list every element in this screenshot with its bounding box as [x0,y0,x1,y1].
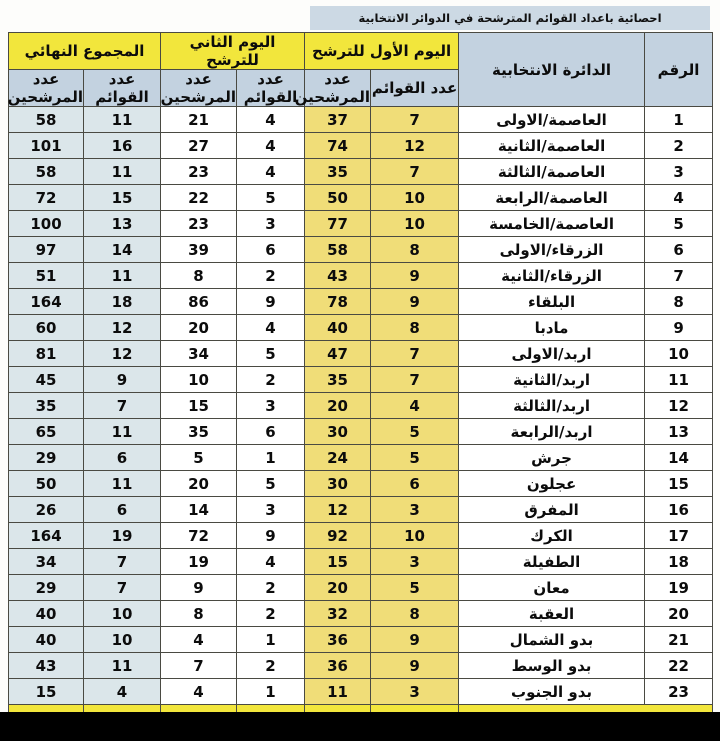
cell-final-lists: 14 [84,237,161,263]
cell-day2-candidates: 23 [161,159,237,185]
cell-day2-lists: 5 [237,185,305,211]
cell-day2-lists: 5 [237,471,305,497]
cell-day2-lists: 4 [237,549,305,575]
cell-day1-lists: 6 [371,471,459,497]
cell-final-lists: 12 [84,341,161,367]
subheader-final-candidates: عدد المرشحين [7,70,83,106]
cell-day1-lists: 7 [371,107,459,133]
cell-final-lists: 11 [84,107,161,133]
cell-district: المفرق [459,497,645,523]
cell-final-candidates: 35 [9,393,84,419]
cell-day1-candidates: 11 [305,679,371,705]
cell-final-candidates: 43 [9,653,84,679]
cell-day2-candidates: 19 [161,549,237,575]
cell-day2-candidates: 20 [161,471,237,497]
cell-day2-lists: 2 [237,601,305,627]
cell-district: العاصمة/الاولى [459,107,645,133]
cell-final-candidates: 164 [9,523,84,549]
cell-day1-lists: 9 [371,653,459,679]
cell-day1-lists: 3 [371,549,459,575]
table-row [9,107,713,133]
cell-day2-candidates: 86 [161,289,237,315]
column-header-index: الرقم [645,33,713,107]
cell-day2-lists: 3 [237,211,305,237]
cell-day1-lists: 7 [371,341,459,367]
page-title: احصائية باعداد القوائم المترشحة في الدوائر الانتخابية [358,11,662,25]
cell-day2-candidates: 8 [161,263,237,289]
cell-day2-candidates: 9 [161,575,237,601]
cell-day2-candidates: 4 [161,679,237,705]
cell-district: البلقاء [459,289,645,315]
cell-district: العقبة [459,601,645,627]
cell-day1-lists: 3 [371,497,459,523]
table-row [9,289,713,315]
cell-day1-candidates: 12 [305,497,371,523]
cell-index: 8 [645,289,713,315]
cell-index: 23 [645,679,713,705]
table-row [9,159,713,185]
cell-day1-candidates: 15 [305,549,371,575]
cell-index: 7 [645,263,713,289]
cell-day1-candidates: 30 [305,471,371,497]
cell-day1-lists: 5 [371,575,459,601]
cell-day1-candidates: 35 [305,159,371,185]
cell-day1-lists: 8 [371,315,459,341]
subheader-day2-candidates: عدد المرشحين [160,70,237,106]
table-body [9,107,713,705]
cell-final-candidates: 81 [9,341,84,367]
column-header-district: الدائرة الانتخابية [459,33,645,107]
cell-index: 20 [645,601,713,627]
cell-final-candidates: 34 [9,549,84,575]
cell-district: مادبا [459,315,645,341]
cell-district: العاصمة/الرابعة [459,185,645,211]
cell-index: 16 [645,497,713,523]
subheader-day2-lists: عدد القوائم [237,70,305,107]
cell-index: 19 [645,575,713,601]
cell-index: 9 [645,315,713,341]
cell-final-lists: 4 [84,679,161,705]
cell-day2-candidates: 20 [161,315,237,341]
cell-day1-lists: 5 [371,419,459,445]
table-row [9,263,713,289]
cell-index: 1 [645,107,713,133]
cell-day2-lists: 1 [237,445,305,471]
cell-final-candidates: 40 [9,627,84,653]
cell-final-lists: 19 [84,523,161,549]
cell-day1-candidates: 50 [305,185,371,211]
cell-index: 22 [645,653,713,679]
cell-final-candidates: 58 [9,107,84,133]
cell-day1-candidates: 37 [305,107,371,133]
cell-final-candidates: 26 [9,497,84,523]
column-group-day1: اليوم الأول للترشح [305,33,459,70]
cell-day2-candidates: 72 [161,523,237,549]
cell-day1-lists: 7 [371,367,459,393]
document-title-band [310,6,710,30]
cell-day2-lists: 4 [237,315,305,341]
table-row [9,497,713,523]
cell-day2-lists: 3 [237,393,305,419]
cell-day2-candidates: 5 [161,445,237,471]
cell-district: جرش [459,445,645,471]
cell-day2-candidates: 34 [161,341,237,367]
cell-day1-lists: 9 [371,289,459,315]
cell-day1-candidates: 47 [305,341,371,367]
cell-district: اربد/الثالثة [459,393,645,419]
table-row [9,237,713,263]
cell-district: عجلون [459,471,645,497]
cell-day1-lists: 9 [371,263,459,289]
cell-day2-lists: 2 [237,653,305,679]
cell-day2-lists: 6 [237,237,305,263]
cell-day1-candidates: 74 [305,133,371,159]
cell-day1-candidates: 92 [305,523,371,549]
cell-final-lists: 10 [84,601,161,627]
cell-final-lists: 15 [84,185,161,211]
cell-day2-lists: 5 [237,341,305,367]
table-row [9,419,713,445]
table-row [9,211,713,237]
header-row-groups [9,33,713,70]
table-row [9,133,713,159]
cell-day1-candidates: 43 [305,263,371,289]
table-row [9,471,713,497]
table-row [9,523,713,549]
cell-final-candidates: 164 [9,289,84,315]
cell-day1-candidates: 77 [305,211,371,237]
cell-day1-lists: 8 [371,601,459,627]
table-row [9,367,713,393]
cell-day2-lists: 9 [237,523,305,549]
cell-index: 14 [645,445,713,471]
table-row [9,679,713,705]
table-row [9,549,713,575]
cell-district: العاصمة/الثانية [459,133,645,159]
cell-day1-candidates: 20 [305,575,371,601]
cell-day2-candidates: 27 [161,133,237,159]
cell-day1-candidates: 36 [305,653,371,679]
cell-day2-candidates: 8 [161,601,237,627]
table-header [9,33,713,107]
cell-index: 17 [645,523,713,549]
cell-final-candidates: 58 [9,159,84,185]
cell-district: الزرقاء/الثانية [459,263,645,289]
cell-final-lists: 7 [84,549,161,575]
cell-index: 4 [645,185,713,211]
table-row [9,445,713,471]
cell-index: 3 [645,159,713,185]
cell-final-candidates: 29 [9,445,84,471]
cell-day1-lists: 8 [371,237,459,263]
cell-index: 6 [645,237,713,263]
subheader-final-lists: عدد القوائم [84,70,161,107]
cell-final-candidates: 97 [9,237,84,263]
cell-day1-lists: 9 [371,627,459,653]
cell-final-lists: 11 [84,653,161,679]
cell-final-lists: 6 [84,497,161,523]
cell-index: 21 [645,627,713,653]
cell-final-lists: 6 [84,445,161,471]
cell-district: معان [459,575,645,601]
table-row [9,341,713,367]
cell-final-lists: 11 [84,159,161,185]
cell-day2-candidates: 14 [161,497,237,523]
cell-final-candidates: 15 [9,679,84,705]
cell-final-lists: 11 [84,419,161,445]
cell-district: اربد/الثانية [459,367,645,393]
cell-day2-lists: 4 [237,159,305,185]
cell-day1-candidates: 24 [305,445,371,471]
cell-day1-candidates: 20 [305,393,371,419]
cell-index: 10 [645,341,713,367]
cell-district: الكرك [459,523,645,549]
table-row [9,185,713,211]
cell-day2-lists: 3 [237,497,305,523]
cell-day1-candidates: 78 [305,289,371,315]
cell-day1-lists: 5 [371,445,459,471]
cell-day1-candidates: 32 [305,601,371,627]
cell-index: 13 [645,419,713,445]
cell-district: بدو الوسط [459,653,645,679]
cell-final-lists: 9 [84,367,161,393]
cell-day2-lists: 6 [237,419,305,445]
cell-day2-candidates: 10 [161,367,237,393]
cell-district: الزرقاء/الاولى [459,237,645,263]
cell-final-candidates: 45 [9,367,84,393]
cell-final-lists: 7 [84,575,161,601]
cell-day2-lists: 2 [237,575,305,601]
cell-district: بدو الجنوب [459,679,645,705]
cell-day1-candidates: 35 [305,367,371,393]
cell-final-lists: 7 [84,393,161,419]
candidate-lists-statistics-table [8,32,713,729]
cell-day1-lists: 3 [371,679,459,705]
cell-day2-candidates: 23 [161,211,237,237]
cell-final-candidates: 65 [9,419,84,445]
cell-day2-candidates: 22 [161,185,237,211]
cell-day1-lists: 12 [371,133,459,159]
cell-final-lists: 10 [84,627,161,653]
cell-index: 18 [645,549,713,575]
cell-final-lists: 12 [84,315,161,341]
cell-day1-candidates: 36 [305,627,371,653]
cell-index: 5 [645,211,713,237]
cell-day2-candidates: 15 [161,393,237,419]
cell-day2-lists: 2 [237,367,305,393]
cell-final-candidates: 29 [9,575,84,601]
cell-index: 12 [645,393,713,419]
cell-day1-lists: 10 [371,523,459,549]
cell-day2-candidates: 39 [161,237,237,263]
table-row [9,653,713,679]
cell-final-lists: 11 [84,471,161,497]
scan-bottom-edge [0,712,720,741]
cell-day2-lists: 1 [237,679,305,705]
cell-day2-lists: 9 [237,289,305,315]
cell-final-lists: 11 [84,263,161,289]
cell-day2-candidates: 35 [161,419,237,445]
cell-final-lists: 16 [84,133,161,159]
cell-district: العاصمة/الخامسة [459,211,645,237]
subheader-day1-lists: عدد القوائم [371,70,459,107]
cell-day1-lists: 4 [371,393,459,419]
cell-district: بدو الشمال [459,627,645,653]
cell-district: اربد/الرابعة [459,419,645,445]
cell-final-lists: 18 [84,289,161,315]
cell-district: العاصمة/الثالثة [459,159,645,185]
cell-index: 2 [645,133,713,159]
cell-day2-lists: 1 [237,627,305,653]
cell-day2-candidates: 4 [161,627,237,653]
cell-day2-lists: 4 [237,107,305,133]
cell-day2-candidates: 21 [161,107,237,133]
cell-final-candidates: 100 [9,211,84,237]
column-group-final-total: المجموع النهائي [9,33,161,70]
cell-day1-candidates: 30 [305,419,371,445]
cell-day1-candidates: 58 [305,237,371,263]
cell-index: 15 [645,471,713,497]
cell-day2-candidates: 7 [161,653,237,679]
subheader-day1-candidates: عدد المرشحين [294,70,371,106]
cell-final-candidates: 72 [9,185,84,211]
table-row [9,627,713,653]
cell-final-candidates: 101 [9,133,84,159]
cell-index: 11 [645,367,713,393]
column-group-day2: اليوم الثاني للترشح [161,33,305,70]
cell-day2-lists: 2 [237,263,305,289]
cell-day2-lists: 4 [237,133,305,159]
table-row [9,315,713,341]
cell-district: اربد/الاولى [459,341,645,367]
cell-district: الطفيلة [459,549,645,575]
cell-day1-lists: 10 [371,185,459,211]
cell-final-lists: 13 [84,211,161,237]
cell-final-candidates: 60 [9,315,84,341]
table-row [9,575,713,601]
cell-day1-lists: 7 [371,159,459,185]
cell-final-candidates: 40 [9,601,84,627]
cell-final-candidates: 50 [9,471,84,497]
cell-final-candidates: 51 [9,263,84,289]
table-row [9,393,713,419]
table-row [9,601,713,627]
cell-day1-candidates: 40 [305,315,371,341]
cell-day1-lists: 10 [371,211,459,237]
